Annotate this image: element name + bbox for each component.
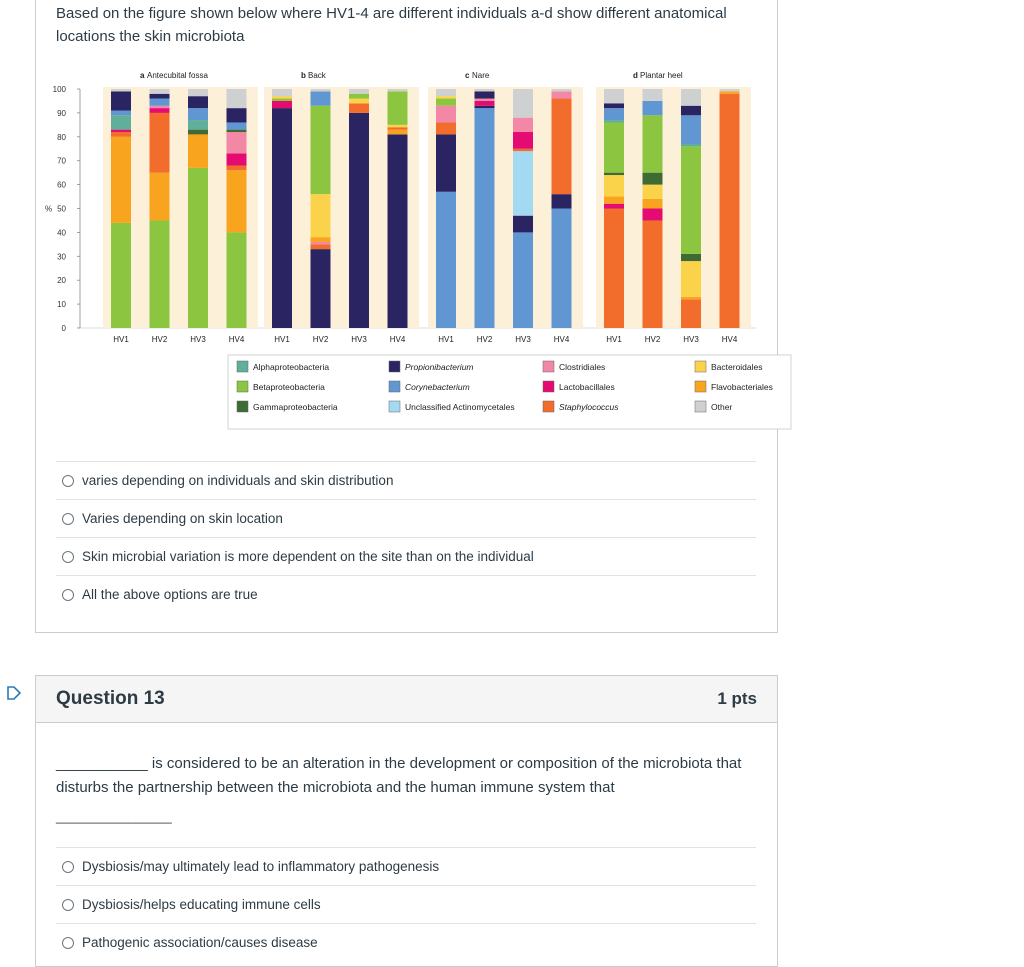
bar-segment [475, 106, 495, 108]
legend-label: Lactobacillales [559, 382, 615, 392]
legend-swatch [543, 361, 554, 372]
bar-segment [604, 209, 624, 329]
radio-button[interactable] [62, 899, 74, 911]
bar-segment [604, 173, 624, 175]
answer-option-4[interactable] [56, 575, 756, 613]
bar-segment [475, 89, 495, 91]
radio-button[interactable] [62, 937, 74, 949]
panel-letter: a [140, 71, 145, 80]
panel-title: Antecubital fossa [147, 71, 208, 80]
legend-label: Clostridiales [559, 362, 606, 372]
answer-label: Dysbiosis/helps educating immune cells [82, 897, 321, 912]
bar-segment [311, 194, 331, 237]
bar-segment [311, 242, 331, 244]
bar-segment [311, 237, 331, 242]
x-tick-label: HV1 [113, 335, 129, 344]
flag-question-icon[interactable] [6, 685, 22, 701]
bar-segment [111, 115, 131, 129]
question-title: Question 13 [56, 688, 165, 709]
bar-segment [604, 204, 624, 209]
y-tick-label: 10 [57, 300, 66, 310]
bar-segment [188, 108, 208, 120]
question-12-card [35, 0, 778, 633]
bar-segment [227, 132, 247, 154]
x-tick-label: HV3 [683, 335, 699, 344]
x-tick-label: HV1 [606, 335, 622, 344]
question-13-text [56, 752, 756, 800]
x-tick-label: HV1 [438, 335, 454, 344]
bar-segment [227, 130, 247, 132]
bar-segment [552, 209, 572, 329]
answer-option-1[interactable] [56, 461, 756, 499]
legend-swatch [695, 361, 706, 372]
bar-segment [604, 175, 624, 197]
bar-segment [311, 244, 331, 249]
x-tick-label: HV3 [515, 335, 531, 344]
bar-segment [436, 134, 456, 191]
y-tick-label: 40 [57, 228, 66, 238]
x-tick-label: HV2 [476, 335, 493, 344]
legend-swatch [389, 381, 400, 392]
legend-swatch [543, 381, 554, 392]
bar-segment [111, 132, 131, 137]
bar-segment [349, 94, 369, 99]
bar-segment [150, 220, 170, 328]
answer-label: Dysbiosis/may ultimately lead to inflammatory pathogenesis [82, 859, 440, 874]
bar-segment [513, 232, 533, 328]
x-tick-label: HV2 [312, 335, 329, 344]
bar-segment [643, 220, 663, 328]
legend-swatch [389, 361, 400, 372]
bar-segment [188, 120, 208, 130]
x-tick-label: HV3 [190, 335, 206, 344]
x-tick-label: HV4 [553, 335, 570, 344]
question-13-body: is considered to be an alteration in the development or composition of the microbiota that disturbs the partnership between the microbiota and the human immune system that [56, 755, 742, 796]
bar-segment [227, 165, 247, 170]
y-tick-label: 0 [61, 324, 66, 333]
bar-segment [188, 89, 208, 96]
y-axis-label: % [45, 204, 53, 214]
legend-label: Flavobacteriales [711, 382, 773, 392]
bar-segment [436, 99, 456, 106]
bar-segment [388, 91, 408, 124]
bar-segment [475, 91, 495, 98]
question-12-text: Based on the figure shown below where HV1-4 are different individuals a-d show different anatomical locations the skin microbiota [56, 5, 727, 45]
y-tick-label: 100 [52, 85, 66, 94]
legend-swatch [695, 401, 706, 412]
bar-segment [552, 194, 572, 208]
bar-segment [388, 130, 408, 135]
bar-segment [513, 149, 533, 151]
y-tick-label: 90 [57, 108, 66, 118]
bar-segment [604, 103, 624, 108]
bar-segment [349, 89, 369, 94]
bar-segment [681, 299, 701, 328]
bar-segment [272, 89, 292, 96]
bar-segment [227, 170, 247, 232]
bar-segment [604, 122, 624, 172]
bar-segment [227, 122, 247, 129]
blank-1: ___________ [56, 755, 148, 772]
bar-segment [111, 89, 131, 91]
bar-segment [111, 223, 131, 328]
bar-segment [111, 137, 131, 223]
bar-segment [643, 185, 663, 199]
answer-option-3[interactable] [56, 537, 756, 575]
y-tick-label: 60 [57, 180, 66, 190]
bar-segment [388, 89, 408, 91]
bar-segment [150, 99, 170, 106]
bar-segment [150, 106, 170, 108]
y-tick-label: 20 [57, 276, 66, 286]
legend-label: Staphylococcus [559, 402, 619, 412]
blank-2: ________________ [56, 809, 172, 824]
question-13-header [36, 676, 777, 723]
bar-segment [272, 96, 292, 98]
answer-label: Pathogenic association/causes disease [82, 935, 318, 950]
y-tick-label: 80 [57, 132, 66, 142]
bar-segment [513, 132, 533, 149]
bar-segment [643, 115, 663, 172]
legend-swatch [543, 401, 554, 412]
panel-letter: b [301, 71, 306, 80]
bar-segment [552, 89, 572, 91]
bar-segment [643, 209, 663, 221]
question-13-answers [56, 847, 756, 961]
x-tick-label: HV4 [228, 335, 245, 344]
bar-segment [681, 261, 701, 297]
bar-segment [513, 89, 533, 118]
bar-segment [681, 115, 701, 144]
bar-segment [681, 297, 701, 299]
bar-segment [681, 89, 701, 106]
bar-segment [349, 99, 369, 104]
bar-segment [188, 134, 208, 167]
bar-segment [681, 146, 701, 254]
bar-segment [720, 91, 740, 93]
legend-label: Unclassified Actinomycetales [405, 402, 515, 412]
bar-segment [150, 173, 170, 221]
legend-label: Propionibacterium [405, 362, 474, 372]
answer-option-1[interactable] [56, 847, 756, 885]
panel-letter: c [465, 71, 470, 80]
bar-segment [188, 168, 208, 328]
bar-segment [552, 91, 572, 98]
answer-option-2[interactable] [56, 885, 756, 923]
bar-segment [111, 91, 131, 110]
x-tick-label: HV2 [151, 335, 168, 344]
question-points: 1 pts [717, 689, 757, 708]
bar-segment [150, 113, 170, 173]
bar-segment [552, 99, 572, 195]
bar-segment [436, 96, 456, 98]
x-tick-label: HV3 [351, 335, 367, 344]
radio-button[interactable] [62, 475, 74, 487]
panel-title: Nare [472, 71, 490, 80]
bar-segment [436, 122, 456, 134]
y-tick-label: 50 [57, 204, 66, 214]
bar-segment [681, 144, 701, 146]
x-tick-label: HV1 [274, 335, 290, 344]
bar-segment [150, 94, 170, 99]
panel-title: Back [308, 71, 326, 80]
y-tick-label: 30 [57, 252, 66, 262]
legend-label: Other [711, 402, 733, 412]
legend-label: Alphaproteobacteria [253, 362, 330, 372]
bar-segment [311, 89, 331, 91]
bar-segment [604, 120, 624, 122]
answer-option-2[interactable] [56, 499, 756, 537]
bar-segment [604, 108, 624, 120]
bar-segment [111, 111, 131, 116]
bar-segment [436, 106, 456, 123]
bar-segment [475, 101, 495, 106]
bar-segment [349, 113, 369, 328]
bar-segment [311, 106, 331, 194]
answer-option-3[interactable] [56, 923, 756, 961]
bar-segment [272, 108, 292, 328]
question-13-card [35, 675, 778, 967]
radio-button[interactable] [62, 589, 74, 601]
bar-segment [643, 173, 663, 185]
bar-segment [475, 99, 495, 101]
bar-segment [311, 91, 331, 105]
legend-swatch [695, 381, 706, 392]
bar-segment [349, 103, 369, 113]
radio-button[interactable] [62, 513, 74, 525]
question-12-answers [56, 461, 756, 613]
radio-button[interactable] [62, 861, 74, 873]
bar-segment [513, 216, 533, 233]
bar-segment [681, 106, 701, 116]
legend-label: Betaproteobacteria [253, 382, 325, 392]
bar-segment [388, 134, 408, 328]
bar-segment [388, 125, 408, 127]
y-tick-label: 70 [57, 156, 66, 166]
legend-label: Gammaproteobacteria [253, 402, 338, 412]
legend-label: Corynebacterium [405, 382, 470, 392]
bar-segment [475, 108, 495, 328]
bar-segment [388, 127, 408, 129]
bar-segment [227, 89, 247, 108]
bar-segment [720, 89, 740, 91]
x-tick-label: HV4 [721, 335, 738, 344]
legend-label: Bacteroidales [711, 362, 763, 372]
bar-segment [604, 89, 624, 103]
bar-segment [227, 108, 247, 122]
bar-segment [513, 151, 533, 216]
bar-segment [604, 197, 624, 204]
bar-segment [188, 130, 208, 135]
answer-label: Skin microbial variation is more dependent on the site than on the individual [82, 549, 534, 564]
bar-segment [272, 101, 292, 108]
bar-segment [188, 96, 208, 108]
bar-segment [311, 249, 331, 328]
microbiota-stacked-bar-figure [45, 60, 773, 432]
answer-label: varies depending on individuals and skin distribution [82, 473, 394, 488]
bar-segment [681, 254, 701, 261]
bar-segment [643, 199, 663, 209]
bar-segment [436, 192, 456, 328]
answer-label: All the above options are true [82, 587, 258, 602]
answer-label: Varies depending on skin location [82, 511, 283, 526]
radio-button[interactable] [62, 551, 74, 563]
panel-title: Plantar heel [640, 71, 683, 80]
bar-segment [513, 118, 533, 132]
bar-segment [436, 89, 456, 96]
bar-segment [150, 89, 170, 94]
legend-swatch [237, 401, 248, 412]
x-tick-label: HV2 [644, 335, 661, 344]
bar-segment [150, 108, 170, 113]
bar-segment [720, 94, 740, 328]
panel-letter: d [633, 71, 638, 80]
bar-segment [227, 154, 247, 166]
legend-swatch [237, 361, 248, 372]
legend-swatch [237, 381, 248, 392]
bar-segment [227, 232, 247, 328]
bar-segment [272, 99, 292, 101]
bar-segment [111, 130, 131, 132]
bar-segment [643, 89, 663, 101]
legend-swatch [389, 401, 400, 412]
x-tick-label: HV4 [389, 335, 406, 344]
bar-segment [643, 101, 663, 115]
